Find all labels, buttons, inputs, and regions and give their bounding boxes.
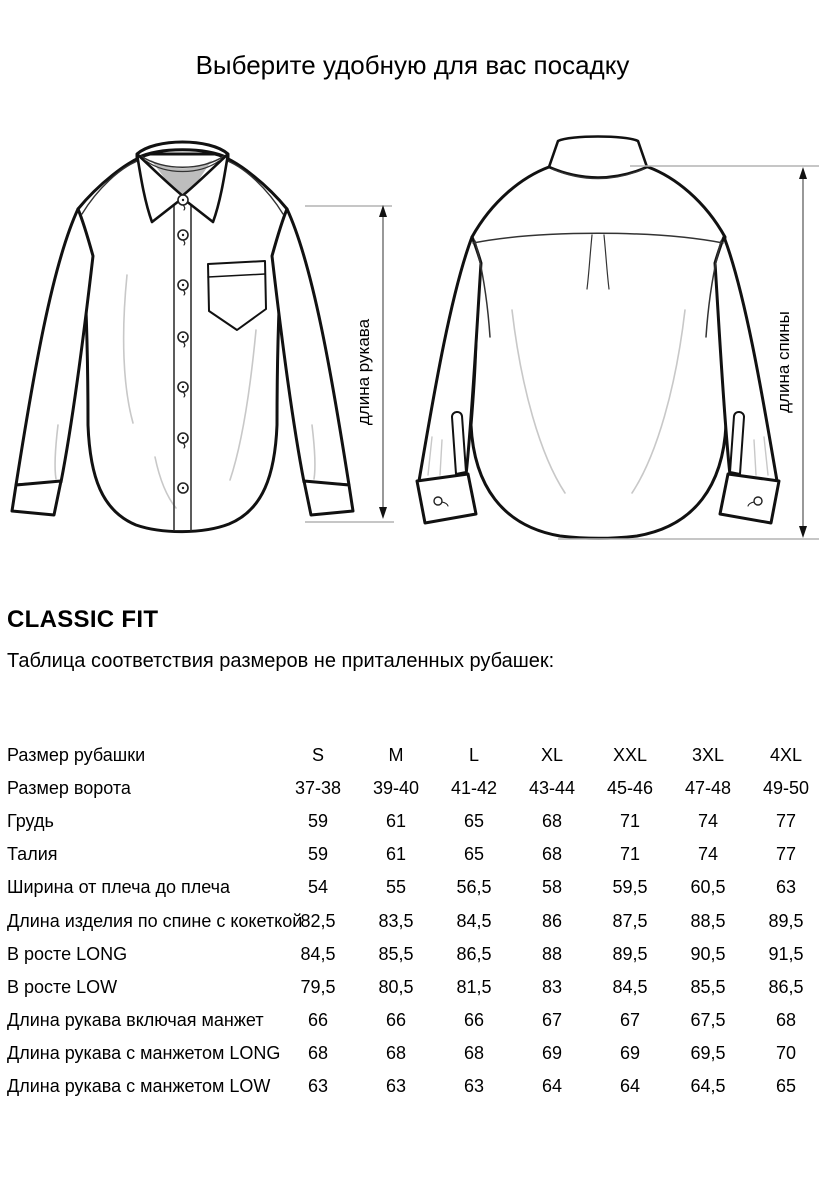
row-label: Талия <box>7 844 58 865</box>
size-cell: 66 <box>463 1009 485 1030</box>
size-cell: 85,5 <box>378 943 414 964</box>
size-cell: 63 <box>463 1075 485 1096</box>
size-cell: 64 <box>619 1075 641 1096</box>
size-cell: 68 <box>307 1042 329 1063</box>
size-cell: 88,5 <box>690 910 726 931</box>
size-cell: 61 <box>385 844 407 865</box>
size-cell: 84,5 <box>612 976 648 997</box>
size-cell: 69 <box>541 1042 563 1063</box>
section-heading: CLASSIC FIT <box>7 606 159 633</box>
size-cell: 60,5 <box>690 877 726 898</box>
back-shirt-drawing <box>417 137 779 539</box>
size-cell: 67 <box>619 1009 641 1030</box>
row-label: Грудь <box>7 811 54 832</box>
row-label: Размер ворота <box>7 778 131 799</box>
size-cell: 77 <box>775 844 797 865</box>
size-cell: 74 <box>697 811 719 832</box>
row-label: Длина рукава включая манжет <box>7 1009 264 1030</box>
size-cell: 84,5 <box>456 910 492 931</box>
size-cell: L <box>468 745 479 766</box>
size-cell: 90,5 <box>690 943 726 964</box>
front-body <box>78 154 287 532</box>
size-cell: 71 <box>619 811 641 832</box>
size-cell: 83,5 <box>378 910 414 931</box>
arrow-up-icon <box>799 167 807 179</box>
arrow-up-icon <box>379 205 387 217</box>
size-cell: 37-38 <box>294 778 342 799</box>
size-cell: 3XL <box>691 745 725 766</box>
arrow-down-icon <box>799 526 807 538</box>
size-cell: 65 <box>775 1075 797 1096</box>
size-cell: 70 <box>775 1042 797 1063</box>
size-cell: M <box>388 745 404 766</box>
front-right-cuff <box>304 481 353 515</box>
size-cell: 88 <box>541 943 563 964</box>
size-cell: 77 <box>775 811 797 832</box>
size-cell: 89,5 <box>768 910 804 931</box>
page-title: Выберите удобную для вас посадку <box>195 50 630 80</box>
table-row <box>0 838 825 871</box>
size-cell: 55 <box>385 877 407 898</box>
table-caption: Таблица соответствия размеров не приталенных рубашек: <box>7 650 555 672</box>
back-collar <box>549 137 647 178</box>
arrow-down-icon <box>379 507 387 519</box>
table-row-sizes <box>0 739 825 772</box>
size-cell: 54 <box>307 877 329 898</box>
size-cell: 82,5 <box>300 910 336 931</box>
sleeve-length-label: длина рукава <box>354 318 373 426</box>
table-row <box>0 805 825 838</box>
size-cell: 65 <box>463 844 485 865</box>
row-label: Длина изделия по спине с кокеткой <box>7 910 303 931</box>
front-shirt-drawing <box>12 142 353 532</box>
table-row <box>0 1070 825 1103</box>
size-cell: 68 <box>541 811 563 832</box>
size-cell: 65 <box>463 811 485 832</box>
size-cell: 64 <box>541 1075 563 1096</box>
size-cell: 59 <box>307 811 329 832</box>
size-cell: 45-46 <box>606 778 654 799</box>
back-length-label: длина спины <box>774 311 793 413</box>
front-left-sleeve <box>16 209 93 485</box>
size-cell: 56,5 <box>456 877 492 898</box>
size-cell: 63 <box>385 1075 407 1096</box>
size-cell: 80,5 <box>378 976 414 997</box>
size-cell: 41-42 <box>450 778 498 799</box>
size-cell: 68 <box>775 1009 797 1030</box>
size-cell: 68 <box>463 1042 485 1063</box>
row-label: Длина рукава с манжетом LOW <box>7 1075 271 1096</box>
size-cell: 59 <box>307 844 329 865</box>
size-cell: 71 <box>619 844 641 865</box>
size-cell: 66 <box>307 1009 329 1030</box>
size-cell: 69,5 <box>690 1042 726 1063</box>
front-left-cuff <box>12 481 61 515</box>
size-cell: 85,5 <box>690 976 726 997</box>
back-body <box>471 167 726 538</box>
size-cell: 43-44 <box>528 778 576 799</box>
row-label: Длина рукава с манжетом LONG <box>7 1042 281 1063</box>
size-cell: XL <box>540 745 564 766</box>
size-cell: 47-48 <box>684 778 732 799</box>
size-cell: 83 <box>541 976 563 997</box>
size-cell: 67,5 <box>690 1009 726 1030</box>
size-cell: 79,5 <box>300 976 336 997</box>
table-row <box>0 1004 825 1037</box>
size-cell: 69 <box>619 1042 641 1063</box>
size-cell: 86 <box>541 910 563 931</box>
size-cell: 49-50 <box>762 778 810 799</box>
size-cell: 63 <box>775 877 797 898</box>
size-cell: 68 <box>541 844 563 865</box>
row-label: В росте LOW <box>7 976 118 997</box>
size-cell: 81,5 <box>456 976 492 997</box>
size-cell: 58 <box>541 877 563 898</box>
table-row <box>0 871 825 904</box>
size-cell: 61 <box>385 811 407 832</box>
row-label: В росте LONG <box>7 943 128 964</box>
size-cell: 63 <box>307 1075 329 1096</box>
front-right-sleeve <box>272 209 349 485</box>
table-row <box>0 904 825 937</box>
size-cell: XXL <box>612 745 648 766</box>
size-cell: 84,5 <box>300 943 336 964</box>
size-cell: S <box>311 745 324 766</box>
size-cell: 91,5 <box>768 943 804 964</box>
size-cell: 39-40 <box>372 778 420 799</box>
size-cell: 64,5 <box>690 1075 726 1096</box>
size-cell: 59,5 <box>612 877 648 898</box>
size-cell: 66 <box>385 1009 407 1030</box>
size-cell: 67 <box>541 1009 563 1030</box>
table-row <box>0 938 825 971</box>
row-label: Ширина от плеча до плеча <box>7 877 231 898</box>
shirt-diagrams <box>0 125 825 580</box>
size-cell: 74 <box>697 844 719 865</box>
size-cell: 4XL <box>769 745 803 766</box>
size-cell: 86,5 <box>456 943 492 964</box>
table-row <box>0 772 825 805</box>
row-label: Размер рубашки <box>7 745 146 766</box>
size-table <box>0 739 825 1103</box>
size-cell: 68 <box>385 1042 407 1063</box>
size-cell: 89,5 <box>612 943 648 964</box>
table-row <box>0 1037 825 1070</box>
size-cell: 87,5 <box>612 910 648 931</box>
size-cell: 86,5 <box>768 976 804 997</box>
back-right-cuff <box>720 474 779 523</box>
back-left-cuff <box>417 474 476 523</box>
table-row <box>0 971 825 1004</box>
